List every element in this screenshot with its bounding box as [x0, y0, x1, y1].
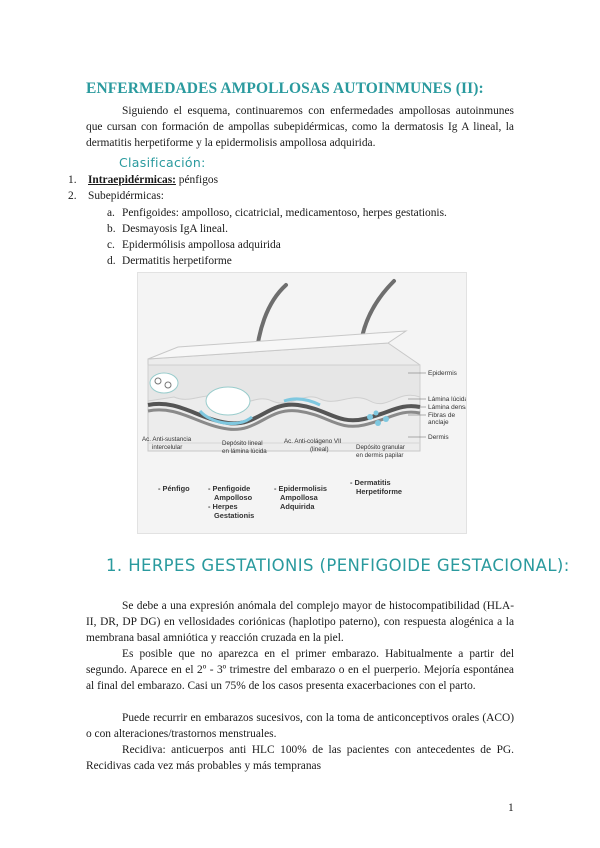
label-fibras: Fibras de — [428, 412, 456, 419]
blister-shape — [206, 387, 250, 415]
sublist-text: Dermatitis herpetiforme — [122, 255, 232, 267]
sublist-letter: a. — [107, 207, 115, 219]
paragraph-text: Es posible que no aparezca en el primer embarazo. Habitualmente a partir del segundo. Aparece en el 2º - 3º trimestre del embarazo o en el puerperio. Mejoría espontánea al final del embarazo. Casi un 75% de los casos presenta exacerbaciones con el parto. — [86, 648, 514, 692]
disease-penfigoide: - Penfigoide — [208, 484, 251, 493]
granular-deposit — [367, 414, 373, 420]
disease-epidermolisis: Adquirida — [280, 502, 315, 511]
annotation-ac-colageno: Ac. Anti-colágeno VII — [284, 438, 342, 445]
sublist-text: Epidermólisis ampollosa adquirida — [122, 239, 281, 251]
page-number: 1 — [508, 802, 514, 814]
classification-heading: Clasificación: — [119, 155, 206, 170]
list-number: 2. — [68, 190, 77, 202]
disease-herpes: Gestationis — [214, 511, 255, 520]
granular-deposit — [383, 416, 389, 422]
annotation-deposito-lineal: Depósito lineal — [222, 440, 263, 447]
sublist-letter: b. — [107, 223, 116, 235]
epidermis-layer — [148, 365, 420, 404]
skin-diagram — [138, 273, 466, 533]
granular-deposit — [374, 411, 379, 416]
skin-layers-figure — [137, 272, 467, 534]
granular-deposit — [375, 420, 381, 426]
annotation-ac-colageno: (lineal) — [310, 446, 329, 453]
label-epidermis: Epidermis — [428, 370, 457, 377]
label-lamina-densa: Lámina densa — [428, 404, 466, 411]
annotation-deposito-granular: en dermis papilar — [356, 452, 404, 459]
paragraph-text: Recidiva: anticuerpos anti HLC 100% de las pacientes con antecedentes de PG. Recidivas cada vez más probables y más tempranas — [86, 744, 514, 772]
annotation-ac-sustancia: intercelular — [152, 444, 183, 451]
sublist-letter: d. — [107, 255, 116, 267]
disease-penfigo: - Pénfigo — [158, 484, 190, 493]
sublist-item — [107, 253, 232, 269]
list-text: Subepidérmicas: — [88, 190, 164, 202]
intro-text: Siguiendo el esquema, continuaremos con enfermedades ampollosas autoinmunes que cursan con formación de ampollas subepidérmicas, como la dermatosis Ig A lineal, la dermatitis herpetiforme y la epidermolisis ampollosa adquirida. — [86, 105, 514, 149]
sublist-item — [107, 221, 228, 237]
paragraph-text: Se debe a una expresión anómala del complejo mayor de histocompatibilidad (HLA-II, DR, DP DG) en vellosidades coriónicas (haplotipo paterno), con respuesta alogénica a la membrana basal amniótica y reacción cruzada en la piel. — [86, 600, 514, 644]
disease-epidermolisis: Ampollosa — [280, 493, 318, 502]
sublist-item — [107, 237, 281, 253]
list-item — [68, 188, 164, 204]
body-paragraph — [86, 710, 514, 742]
sublist-item — [107, 205, 447, 221]
annotation-ac-sustancia: Ac. Anti-sustancia — [142, 436, 192, 443]
label-dermis: Dermis — [428, 434, 449, 441]
list-item — [68, 172, 218, 188]
body-paragraph — [86, 646, 514, 694]
body-paragraph — [86, 598, 514, 646]
paragraph-text: Puede recurrir en embarazos sucesivos, con la toma de anticonceptivos orales (ACO) o con alteraciones/trastornos menstruales. — [86, 712, 514, 740]
disease-penfigoide: Ampolloso — [214, 493, 253, 502]
section-heading: 1. HERPES GESTATIONIS (PENFIGOIDE GESTACIONAL): — [106, 556, 570, 575]
list-strong: Intraepidérmicas: — [88, 174, 176, 186]
annotation-deposito-lineal: en lámina lúcida — [222, 448, 267, 455]
disease-epidermolisis: - Epidermolisis — [274, 484, 327, 493]
disease-dermatitis: Herpetiforme — [356, 487, 402, 496]
cell-shape — [155, 378, 161, 384]
disease-dermatitis: - Dermatitis — [350, 478, 391, 487]
intro-paragraph — [86, 103, 514, 151]
document-title: ENFERMEDADES AMPOLLOSAS AUTOINMUNES (II): — [86, 80, 484, 97]
blister-shape — [150, 373, 178, 393]
sublist-text: Penfigoides: ampolloso, cicatricial, medicamentoso, herpes gestationis. — [122, 207, 447, 219]
cell-shape — [165, 382, 171, 388]
body-paragraph — [86, 742, 514, 774]
list-number: 1. — [68, 174, 77, 186]
list-text: pénfigos — [175, 174, 219, 186]
sublist-text: Desmayosis IgA lineal. — [122, 223, 228, 235]
label-anclaje: anclaje — [428, 419, 449, 426]
disease-herpes: - Herpes — [208, 502, 238, 511]
annotation-deposito-granular: Depósito granular — [356, 444, 405, 451]
label-lamina-lucida: Lámina lúcida — [428, 396, 466, 403]
sublist-letter: c. — [107, 239, 115, 251]
